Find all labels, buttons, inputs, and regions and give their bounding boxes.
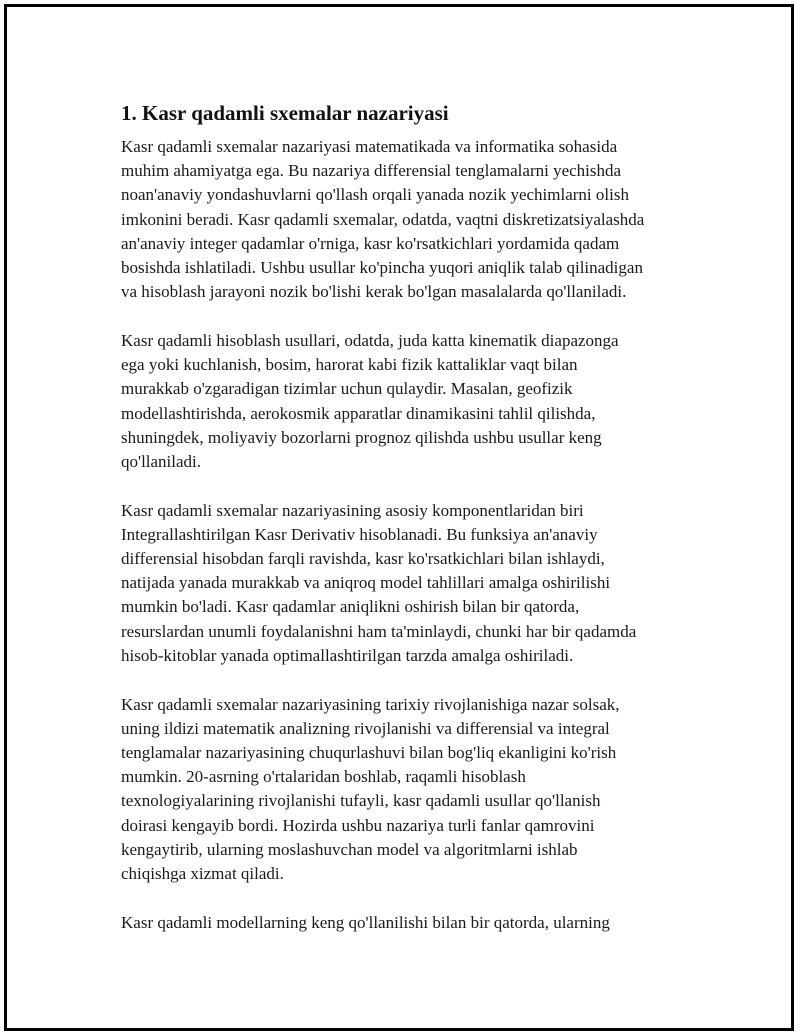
text-line: murakkab o'zgaradigan tizimlar uchun qulaydir. Masalan, geofizik xyxy=(121,379,573,399)
text-line: Kasr qadamli hisoblash usullari, odatda, juda katta kinematik diapazonga xyxy=(121,330,619,350)
text-line: resurslardan unumli foydalanishni ham ta'minlaydi, chunki har bir qadamda xyxy=(121,621,637,641)
page-border xyxy=(4,4,794,1031)
text-line: an'anaviy integer qadamlar o'rniga, kasr ko'rsatkichlari yordamida qadam xyxy=(121,233,620,253)
text-line: ega yoki kuchlanish, bosim, harorat kabi fizik kattaliklar vaqt bilan xyxy=(121,355,578,375)
text-line: mumkin. 20-asrning o'rtalaridan boshlab, raqamli hisoblash xyxy=(121,767,526,787)
section-heading: 1. Kasr qadamli sxemalar nazariyasi xyxy=(121,101,449,125)
text-line: imkonini beradi. Kasr qadamli sxemalar, odatda, vaqtni diskretizatsiyalashda xyxy=(121,209,645,229)
paragraph-2 xyxy=(121,329,681,474)
paragraph-1 xyxy=(121,135,681,304)
text-line: doirasi kengayib bordi. Hozirda ushbu nazariya turli fanlar qamrovini xyxy=(121,815,595,835)
text-line: uning ildizi matematik analizning rivojlanishi va differensial va integral xyxy=(121,718,610,738)
text-line: Kasr qadamli sxemalar nazariyasining asosiy komponentlaridan biri xyxy=(121,500,584,520)
text-line: kengaytirib, ularning moslashuvchan model va algoritmlarni ishlab xyxy=(121,839,578,859)
text-line: modellashtirishda, aerokosmik apparatlar dinamikasini tahlil qilishda, xyxy=(121,403,596,423)
document-body xyxy=(121,99,681,959)
text-line: qo'llaniladi. xyxy=(121,451,202,471)
paragraph-3 xyxy=(121,499,681,668)
text-line: va hisoblash jarayoni nozik bo'lishi kerak bo'lgan masalalarda qo'llaniladi. xyxy=(121,282,627,302)
text-line: differensial hisobdan farqli ravishda, kasr ko'rsatkichlari bilan ishlaydi, xyxy=(121,549,605,569)
text-line: Integrallashtirilgan Kasr Derivativ hisoblanadi. Bu funksiya an'anaviy xyxy=(121,524,598,544)
text-line: noan'anaviy yondashuvlarni qo'llash orqali yanada nozik yechimlarni olish xyxy=(121,185,629,205)
text-line: chiqishga xizmat qiladi. xyxy=(121,863,284,883)
text-line: Kasr qadamli sxemalar nazariyasining tarixiy rivojlanishiga nazar solsak, xyxy=(121,694,620,714)
text-line: shuningdek, moliyaviy bozorlarni prognoz qilishda ushbu usullar keng xyxy=(121,427,602,447)
text-line: natijada yanada murakkab va aniqroq model tahlillari amalga oshirilishi xyxy=(121,573,611,593)
text-line: texnologiyalarining rivojlanishi tufayli, kasr qadamli usullar qo'llanish xyxy=(121,791,601,811)
text-line: muhim ahamiyatga ega. Bu nazariya differensial tenglamalarni yechishda xyxy=(121,161,622,181)
text-line: tenglamalar nazariyasining chuqurlashuvi bilan bog'liq ekanligini ko'rish xyxy=(121,742,617,762)
text-line: mumkin bo'ladi. Kasr qadamlar aniqlikni oshirish bilan bir qatorda, xyxy=(121,597,580,617)
text-line: Kasr qadamli sxemalar nazariyasi matematikada va informatika sohasida xyxy=(121,137,618,156)
text-line: Kasr qadamli modellarning keng qo'llanilishi bilan bir qatorda, ularning xyxy=(121,912,610,932)
paragraph-5 xyxy=(121,911,681,935)
paragraph-4 xyxy=(121,693,681,887)
text-line: bosishda ishlatiladi. Ushbu usullar ko'pincha yuqori aniqlik talab qilinadigan xyxy=(121,258,643,278)
text-line: hisob-kitoblar yanada optimallashtirilgan tarzda amalga oshiriladi. xyxy=(121,645,574,665)
